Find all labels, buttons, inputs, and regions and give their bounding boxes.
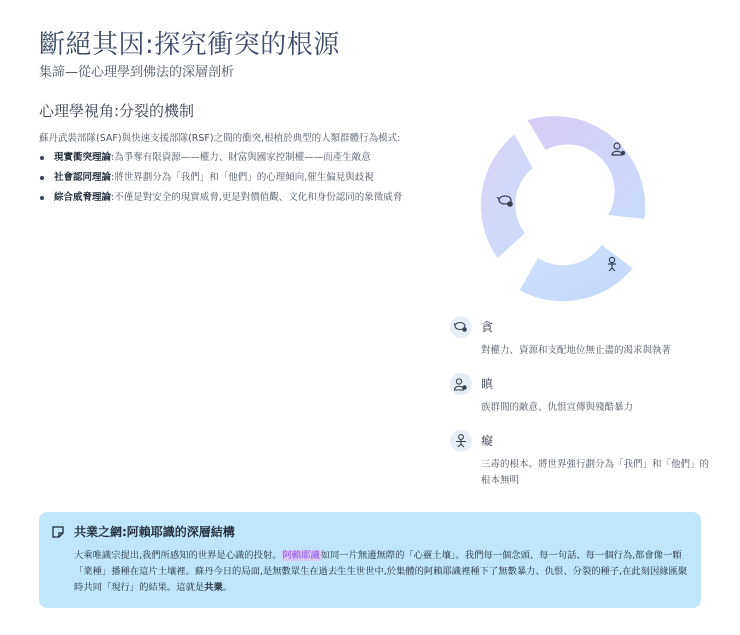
bullet-dot: [40, 196, 44, 200]
theory-term: 綜合威脅理論: [54, 192, 112, 203]
page-subtitle: 集諦—從心理學到佛法的深層剖析: [39, 65, 235, 80]
highlighted-term: 阿賴耶識: [282, 550, 320, 561]
callout-title: 共業之網:阿賴耶識的深層結構: [74, 525, 235, 539]
theory-term: 社會認同理論: [54, 172, 112, 183]
theory-term: 現實衝突理論: [54, 152, 112, 163]
theory-text: :為爭奪有限資源——權力、財富與國家控制權——而產生敵意: [111, 152, 371, 163]
theory-text: :不僅是對安全的現實威脅,更是對價值觀、文化和身份認同的象徵威脅: [111, 192, 403, 203]
poison-desc: 族群間的敵意、仇恨宣傳與殘酷暴力: [481, 402, 634, 413]
section-intro: 蘇丹武裝部隊(SAF)與快速支援部隊(RSF)之間的衝突,根植於典型的人類群體行為模式:: [39, 133, 401, 144]
poison-item-ignorance: [450, 430, 710, 492]
page-title: 斷絕其因:探究衝突的根源: [39, 30, 340, 60]
list-item: [39, 171, 439, 191]
list-item: [39, 151, 439, 171]
poison-item-greed: [450, 316, 710, 366]
angry-person-icon: [450, 373, 472, 395]
theory-text: :將世界劃分為「我們」和「他們」的心理傾向,催生偏見與歧視: [111, 172, 374, 183]
bullet-dot: [40, 156, 44, 160]
three-poisons-wheel: [470, 100, 680, 310]
list-item: [39, 191, 439, 211]
wheel-segment-anger: [528, 116, 646, 219]
poison-title: 瞋: [481, 377, 494, 391]
poison-title: 貪: [481, 320, 494, 334]
confused-person-icon: [450, 430, 472, 452]
theory-list: [39, 151, 439, 211]
poison-title: 癡: [481, 434, 494, 448]
poison-item-anger: [450, 373, 710, 423]
callout-text: 如同一片無邊無際的「心靈土壤」。我們每一個念頭、每一句話、每一個行為,都會像一顆「業種」播種在這片土壤裡。蘇丹今日的局面,是無數眾生在過去生生世世中,於集體的阿賴耶識裡種下了無數暴力、仇恨、分裂的種子,在此刻因緣匯聚時共同「現行」的結果。這就是: [74, 550, 688, 593]
piggy-bank-icon: [450, 316, 472, 338]
callout-body: [74, 548, 694, 596]
wheel-segment-ignorance: [520, 245, 633, 301]
bullet-dot: [40, 176, 44, 180]
poison-desc: 對權力、資源和支配地位無止盡的渴求與執著: [481, 345, 672, 356]
callout-text: 。: [222, 582, 233, 593]
collective-karma-callout: [39, 512, 701, 608]
callout-text: 大乘唯識宗提出,我們所感知的世界是心識的投射。: [74, 550, 282, 561]
poison-desc: 三毒的根本。將世界強行劃分為「我們」和「他們」的根本無明: [481, 459, 710, 486]
note-icon: [51, 524, 65, 543]
bold-term: 共業: [204, 582, 223, 593]
section-heading: 心理學視角:分裂的機制: [39, 102, 195, 120]
